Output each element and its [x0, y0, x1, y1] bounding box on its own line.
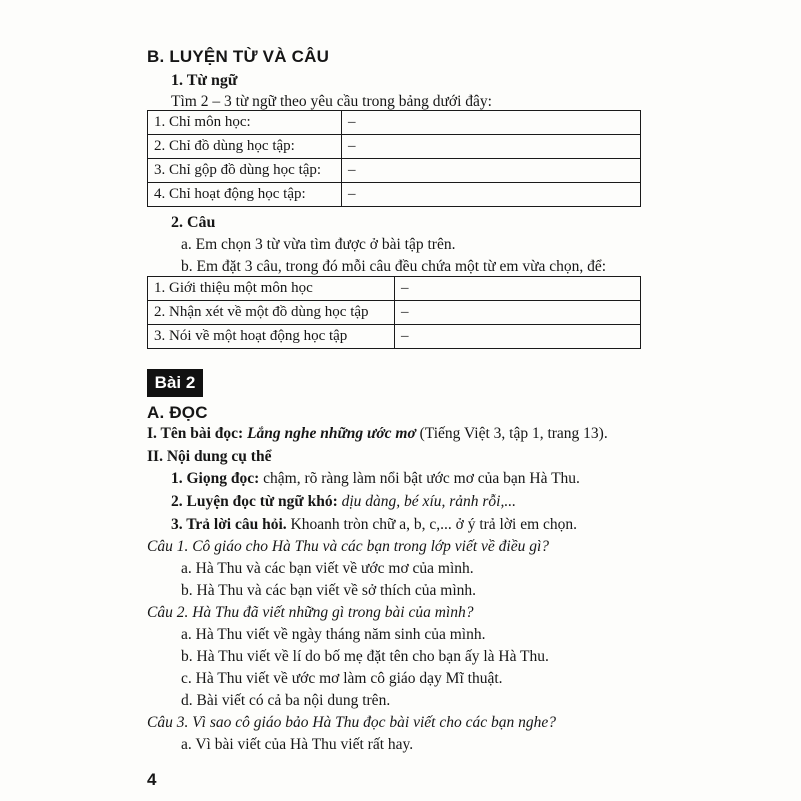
table-cell-answer[interactable]: – [342, 111, 641, 135]
section-b-title: B. LUYỆN TỪ VÀ CÂU [147, 47, 330, 66]
reading-sub-2 [171, 493, 516, 511]
reading-title: A. ĐỌC [147, 403, 208, 422]
table-row [148, 277, 641, 301]
vocabulary-table [147, 110, 641, 207]
part1-instruction: Tìm 2 – 3 từ ngữ theo yêu cầu trong bảng dưới đây: [171, 93, 492, 110]
part2-title: 2. Câu [171, 214, 216, 231]
sub1-text: chậm, rõ ràng làm nổi bật ước mơ của bạn Hà Thu. [259, 470, 580, 487]
table-cell-answer[interactable]: – [342, 183, 641, 207]
item1-title: Lắng nghe những ước mơ [247, 425, 416, 442]
reading-item-2: II. Nội dung cụ thể [147, 448, 272, 465]
table-row [148, 183, 641, 207]
question-2-option-d[interactable]: d. Bài viết có cả ba nội dung trên. [181, 692, 391, 709]
question-1: Câu 1. Cô giáo cho Hà Thu và các bạn trong lớp viết về điều gì? [147, 538, 550, 555]
part2-b: b. Em đặt 3 câu, trong đó mỗi câu đều chứa một từ em vừa chọn, để: [181, 258, 607, 275]
sentence-table [147, 276, 641, 349]
reading-item-1 [147, 425, 608, 443]
table-cell-answer[interactable]: – [342, 159, 641, 183]
part2-a: a. Em chọn 3 từ vừa tìm được ở bài tập trên. [181, 236, 456, 253]
question-1-option-b[interactable]: b. Hà Thu và các bạn viết về sở thích của mình. [181, 582, 476, 599]
table-cell-answer[interactable]: – [395, 301, 641, 325]
table-cell-label: 2. Nhận xét về một đồ dùng học tập [148, 301, 395, 325]
part1-title: 1. Từ ngữ [171, 72, 238, 89]
sub3-label: 3. Trả lời câu hỏi. [171, 516, 287, 533]
sub1-label: 1. Giọng đọc: [171, 470, 260, 487]
question-1-option-a[interactable]: a. Hà Thu và các bạn viết về ước mơ của mình. [181, 560, 474, 577]
item1-suffix: (Tiếng Việt 3, tập 1, trang 13). [415, 425, 608, 442]
table-cell-answer[interactable]: – [395, 277, 641, 301]
table-row [148, 301, 641, 325]
question-3: Câu 3. Vì sao cô giáo bảo Hà Thu đọc bài viết cho các bạn nghe? [147, 714, 556, 731]
table-cell-label: 3. Nói về một hoạt động học tập [148, 325, 395, 349]
table-cell-label: 3. Chỉ gộp đồ dùng học tập: [148, 159, 342, 183]
reading-sub-3 [171, 516, 577, 534]
table-cell-answer[interactable]: – [395, 325, 641, 349]
table-cell-label: 1. Chỉ môn học: [148, 111, 342, 135]
table-row [148, 135, 641, 159]
table-row [148, 111, 641, 135]
question-2-option-a[interactable]: a. Hà Thu viết về ngày tháng năm sinh của mình. [181, 626, 486, 643]
table-cell-answer[interactable]: – [342, 135, 641, 159]
sub2-text: dịu dàng, bé xíu, rảnh rỗi,... [337, 493, 516, 510]
page-number: 4 [147, 770, 157, 789]
table-cell-label: 2. Chỉ đồ dùng học tập: [148, 135, 342, 159]
sub3-text: Khoanh tròn chữ a, b, c,... ở ý trả lời em chọn. [286, 516, 578, 533]
table-cell-label: 1. Giới thiệu một môn học [148, 277, 395, 301]
question-2-option-b[interactable]: b. Hà Thu viết về lí do bố mẹ đặt tên cho bạn ấy là Hà Thu. [181, 648, 549, 665]
sub2-label: 2. Luyện đọc từ ngữ khó: [171, 493, 338, 510]
question-2-option-c[interactable]: c. Hà Thu viết về ước mơ làm cô giáo dạy Mĩ thuật. [181, 670, 503, 687]
question-3-option-a[interactable]: a. Vì bài viết của Hà Thu viết rất hay. [181, 736, 414, 753]
table-row [148, 159, 641, 183]
table-row [148, 325, 641, 349]
lesson-badge: Bài 2 [147, 369, 203, 397]
table-cell-label: 4. Chỉ hoạt động học tập: [148, 183, 342, 207]
question-2: Câu 2. Hà Thu đã viết những gì trong bài của mình? [147, 604, 474, 621]
item1-prefix: I. Tên bài đọc: [147, 425, 248, 442]
reading-sub-1 [171, 470, 580, 488]
